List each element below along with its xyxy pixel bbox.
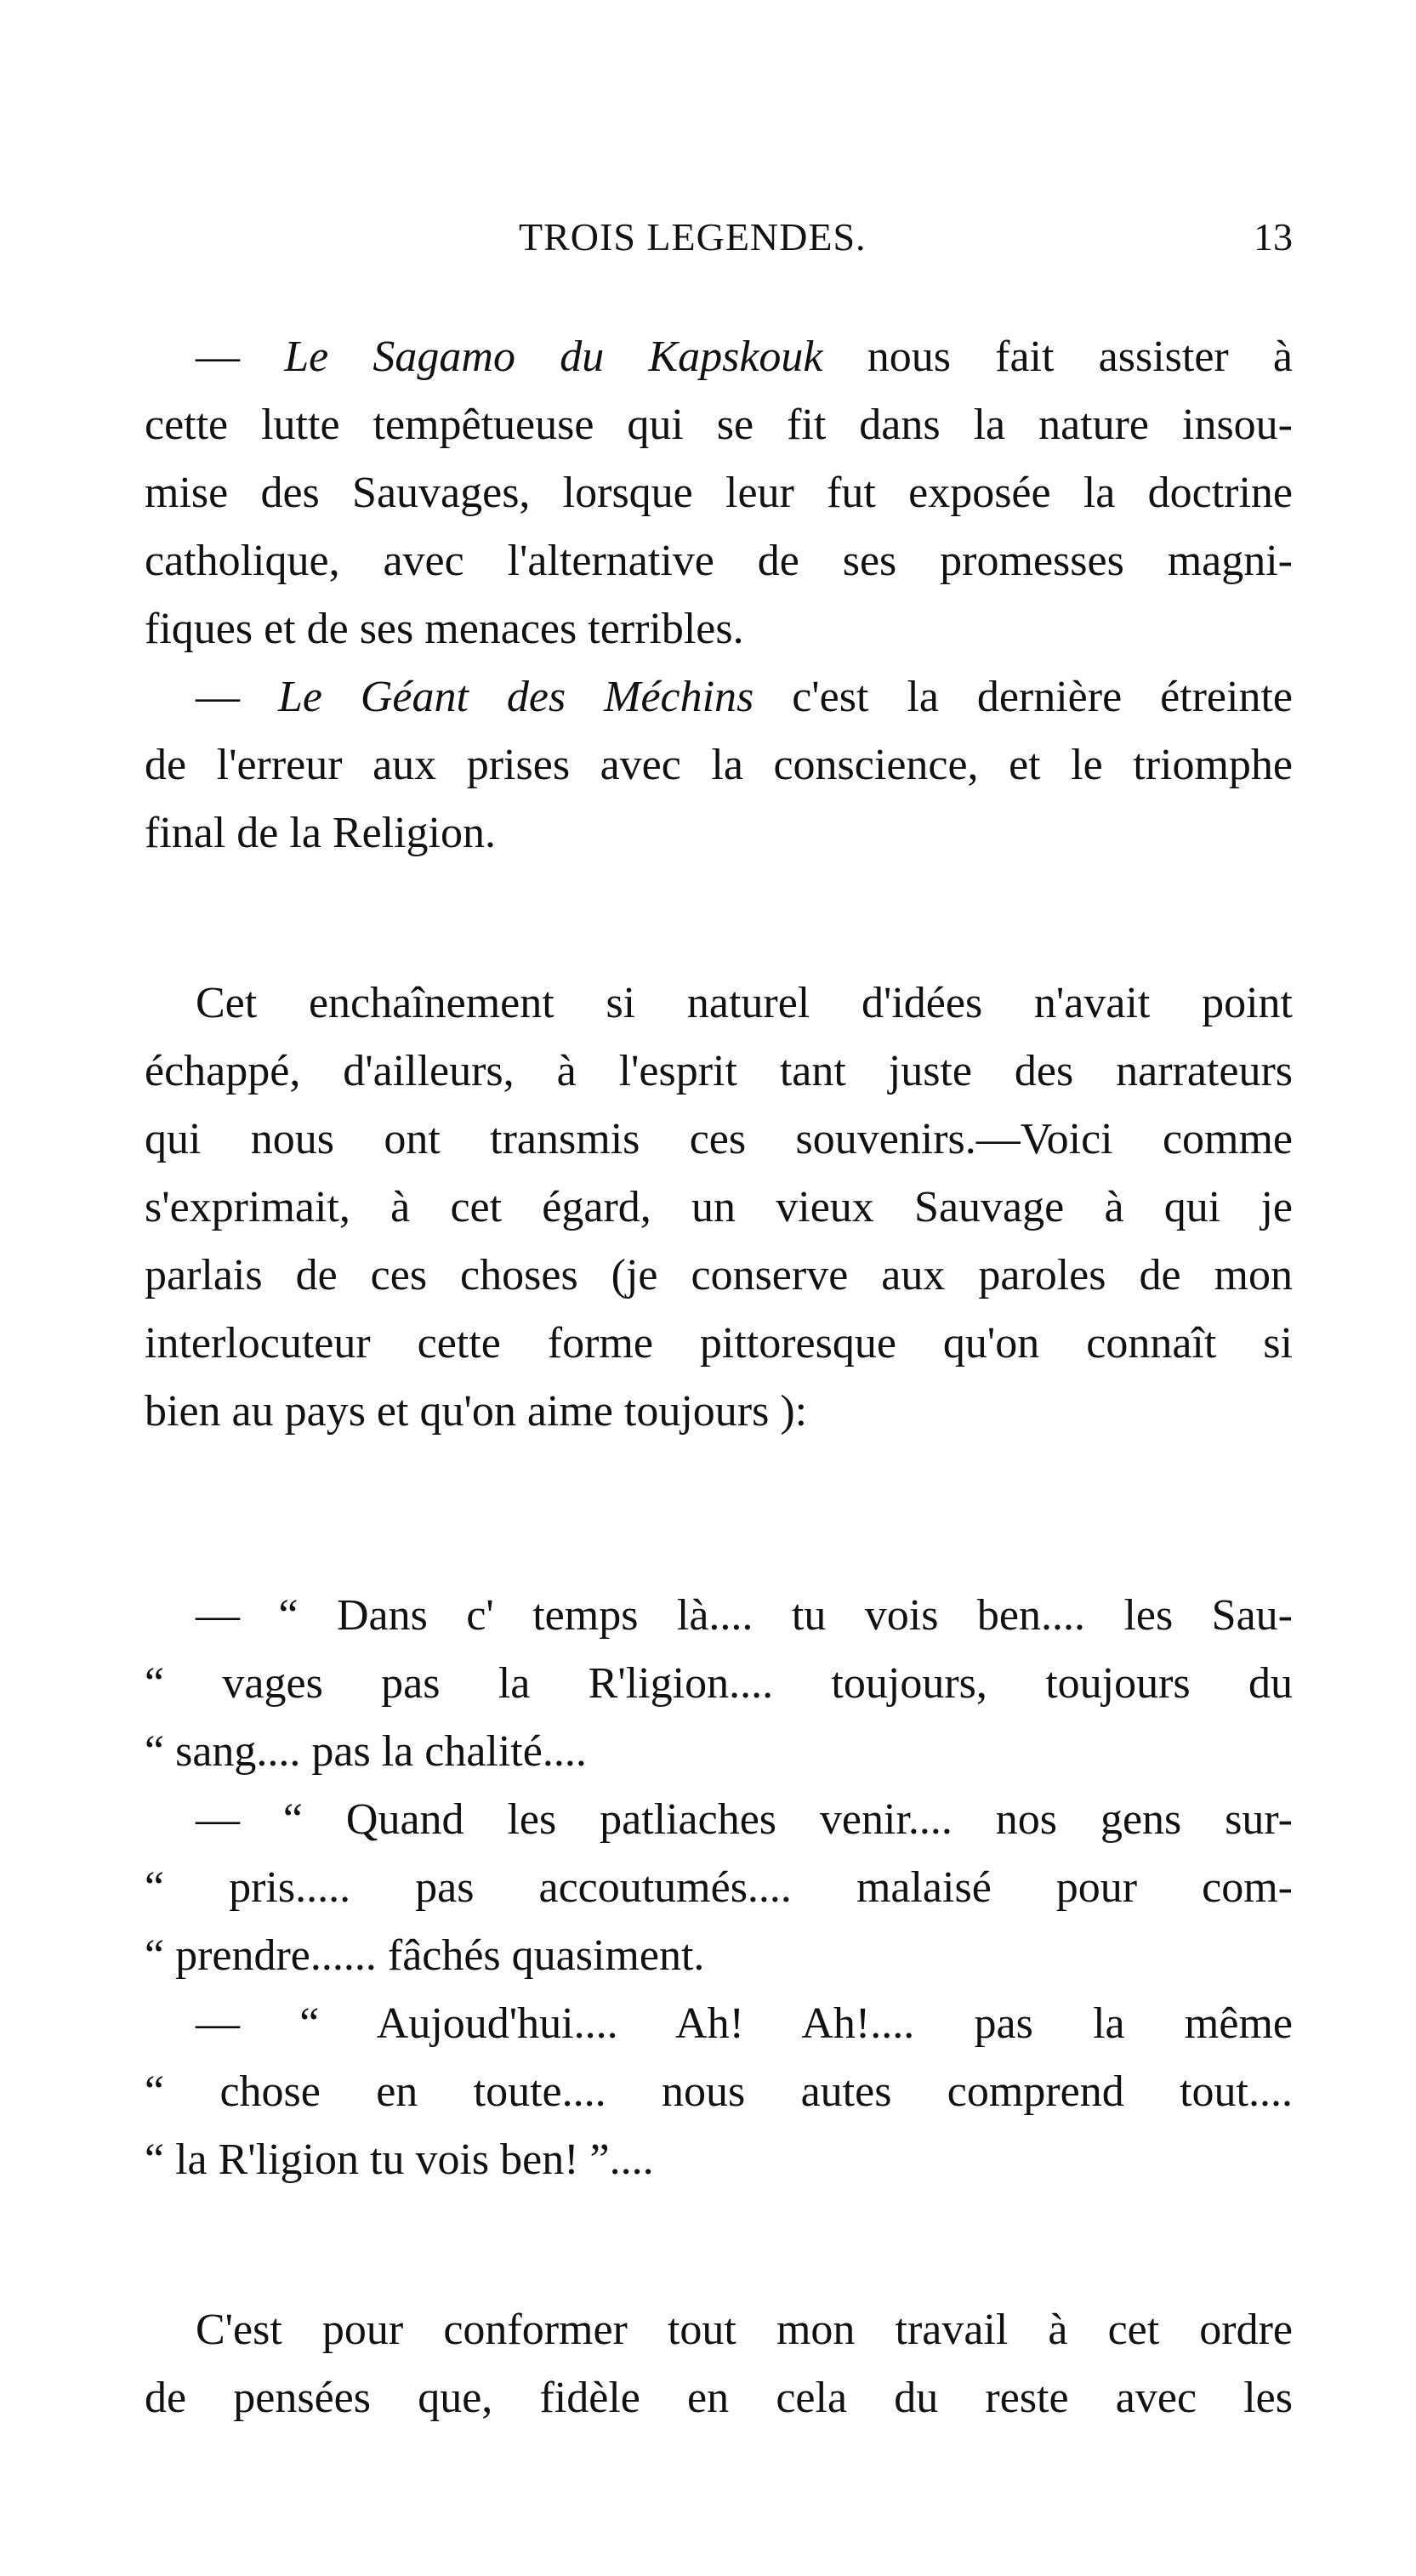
text-line: échappé, d'ailleurs, à l'esprit tant juste des narrateurs — [145, 1047, 1293, 1095]
text-line: parlais de ces choses (je conserve aux paroles de mon — [145, 1251, 1293, 1299]
quote-line: “ prendre...... fâchés quasiment. — [145, 1931, 705, 1980]
paragraph-conformer — [145, 2296, 1293, 2432]
title-italic: Le Sagamo du Kapskouk — [284, 333, 823, 381]
quote-line: — “ Aujoud'hui.... Ah! Ah!.... pas la même — [196, 1999, 1293, 2048]
running-head: TROIS LEGENDES. — [519, 215, 867, 259]
page-header — [145, 214, 1293, 265]
quote-line: — “ Quand les patliaches venir.... nos gens sur- — [196, 1795, 1293, 1844]
quote-line: “ vages pas la R'ligion.... toujours, toujours du — [145, 1659, 1293, 1708]
text-line: fiques et de ses menaces terribles. — [145, 605, 744, 653]
quote-line: “ sang.... pas la chalité.... — [145, 1727, 587, 1776]
title-italic: Le Géant des Méchins — [277, 673, 754, 721]
text-line: bien au pays et qu'on aime toujours ): — [145, 1387, 808, 1436]
text-line: final de la Religion. — [145, 809, 497, 857]
paragraph-geant — [145, 663, 1293, 867]
text-line: de pensées que, fidèle en cela du reste avec les — [145, 2374, 1293, 2422]
text-line: interlocuteur cette forme pittoresque qu'on connaît si — [145, 1319, 1293, 1368]
text-line: cette lutte tempêtueuse qui se fit dans la nature insou- — [145, 401, 1293, 449]
text-line: catholique, avec l'alternative de ses promesses magni- — [145, 537, 1293, 585]
quote-line: “ chose en toute.... nous autes comprend tout.... — [145, 2067, 1293, 2116]
paragraph-sagamo — [145, 323, 1293, 663]
text-line: C'est pour conformer tout mon travail à cet ordre — [196, 2306, 1293, 2354]
body-text — [145, 323, 1293, 2432]
text-line: — Le Sagamo du Kapskouk nous fait assister à — [196, 333, 1294, 381]
text-line: — Le Géant des Méchins c'est la dernière étreinte — [196, 673, 1293, 721]
text-line: Cet enchaînement si naturel d'idées n'avait point — [196, 979, 1293, 1027]
quote-line: “ pris..... pas accoutumés.... malaisé pour com- — [145, 1863, 1293, 1912]
quotation-block — [145, 1582, 1293, 2194]
text-line: mise des Sauvages, lorsque leur fut exposée la doctrine — [145, 469, 1293, 517]
quote-line: — “ Dans c' temps là.... tu vois ben.... les Sau- — [196, 1591, 1293, 1640]
text-line: s'exprimait, à cet égard, un vieux Sauvage à qui je — [145, 1183, 1293, 1231]
text-line: qui nous ont transmis ces souvenirs.—Voici comme — [145, 1115, 1293, 1163]
text-line: de l'erreur aux prises avec la conscience, et le triomphe — [145, 741, 1293, 789]
paragraph-enchainement — [145, 970, 1293, 1446]
page-number: 13 — [1254, 215, 1293, 259]
quote-line: “ la R'ligion tu vois ben! ”.... — [145, 2135, 654, 2184]
